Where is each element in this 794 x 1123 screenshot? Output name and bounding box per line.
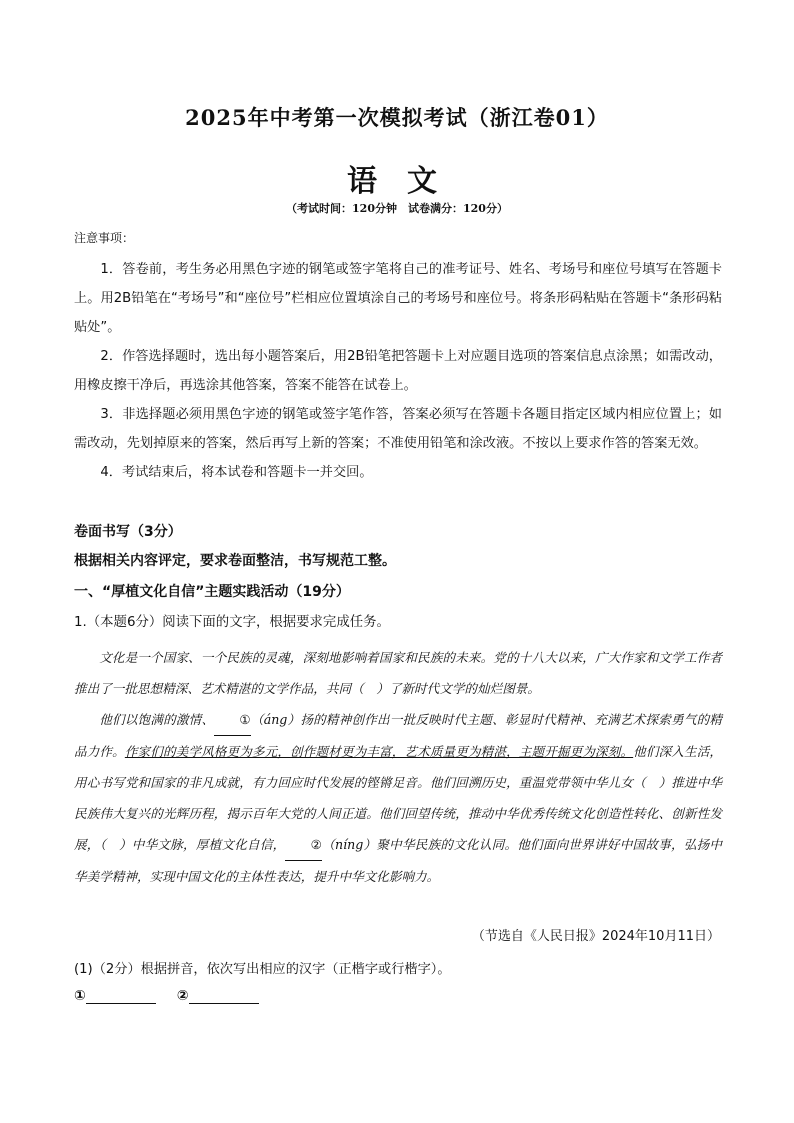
answer-label-1: ① — [74, 988, 86, 1004]
notice-item-4: 4．考试结束后，将本试卷和答题卡一并交回。 — [100, 465, 373, 480]
notice-item-3: 3．非选择题必须用黑色字迹的钢笔或签字笔作答，答案必须写在答题卡各题目指定区域内相应位置上；如需改动，先划掉原来的答案，然后再写上新的答案；不准使用铅笔和涂改液。不按以上要求作答的答案无效。 — [74, 407, 722, 451]
underlined-sentence: 作家们的美学风格更为多元，创作题材更为丰富，艺术质量更为精湛，主题开掘更为深刻。 — [124, 744, 634, 759]
answer-line-2[interactable] — [189, 989, 259, 1004]
passage-text: 他们深入生活，用心书写党和国家的非凡成就，有力回应时代发展的铿锵足音。他们回溯历史，重温党带领中华儿女（ ）推进中华民族伟大复兴的光辉历程，揭示百年大党的人间正道。他们回望传统，推动中华优秀传统文化创造性转化、创新性发展，（ ）中华文脉，厚植文化自信， — [74, 744, 723, 852]
notice-list — [74, 255, 722, 487]
subquestion-1: (1)（2分）根据拼音，依次写出相应的汉字（正楷字或行楷字）。 — [74, 962, 451, 977]
exam-meta: （考试时间：120分钟 试卷满分：120分） — [286, 202, 508, 215]
answer-line-1[interactable] — [86, 989, 156, 1004]
blank-2: ② — [285, 829, 321, 861]
passage-paragraph-1: 文化是一个国家、一个民族的灵魂，深刻地影响着国家和民族的未来。党的十八大以来，广大作家和文学工作者推出了一批思想精深、艺术精湛的文学作品，共同（ ）了新时代文学的灿烂图景。 — [74, 650, 722, 696]
handwriting-heading: 卷面书写（3分） — [74, 524, 182, 540]
blank-1: ① — [214, 704, 250, 736]
reading-passage — [74, 642, 722, 892]
subject-title: 语文 — [347, 164, 467, 199]
passage-paragraph-2 — [74, 704, 722, 892]
notice-item-1: 1．答卷前，考生务必用黑色字迹的钢笔或签字笔将自己的准考证号、姓名、考场号和座位号填写在答题卡上。用2B铅笔在“考场号”和“座位号”栏相应位置填涂自己的考场号和座位号。将条形码粘贴在答题卡“条形码粘贴处”。 — [74, 262, 722, 335]
passage-text: （níng）聚中华民族的文化认同。他们面向世界讲好中国故事，弘扬中华美学精神，实现中国文化的主体性表达，提升中华文化影响力。 — [74, 837, 723, 884]
notice-heading: 注意事项： — [74, 231, 135, 245]
section-heading: 一、“厚植文化自信”主题实践活动（19分） — [74, 584, 350, 600]
question-1: 1.（本题6分）阅读下面的文字，根据要求完成任务。 — [74, 615, 390, 630]
notice-item-2: 2．作答选择题时，选出每小题答案后，用2B铅笔把答题卡上对应题目选项的答案信息点涂黑；如需改动，用橡皮擦干净后，再选涂其他答案，答案不能答在试卷上。 — [74, 349, 722, 393]
answer-blanks — [74, 988, 275, 1004]
passage-text: 他们以饱满的激情、 — [99, 712, 215, 727]
passage-text: （áng）扬的精神创作出一批反映时代主题、彰显时代精神、充满艺术探索勇气的精品力作。 — [74, 712, 722, 759]
handwriting-requirement: 根据相关内容评定，要求卷面整洁，书写规范工整。 — [74, 553, 396, 569]
answer-label-2: ② — [176, 988, 189, 1004]
exam-title: 2025年中考第一次模拟考试（浙江卷01） — [185, 105, 609, 130]
passage-source: （节选自《人民日报》2024年10月11日） — [471, 929, 720, 944]
